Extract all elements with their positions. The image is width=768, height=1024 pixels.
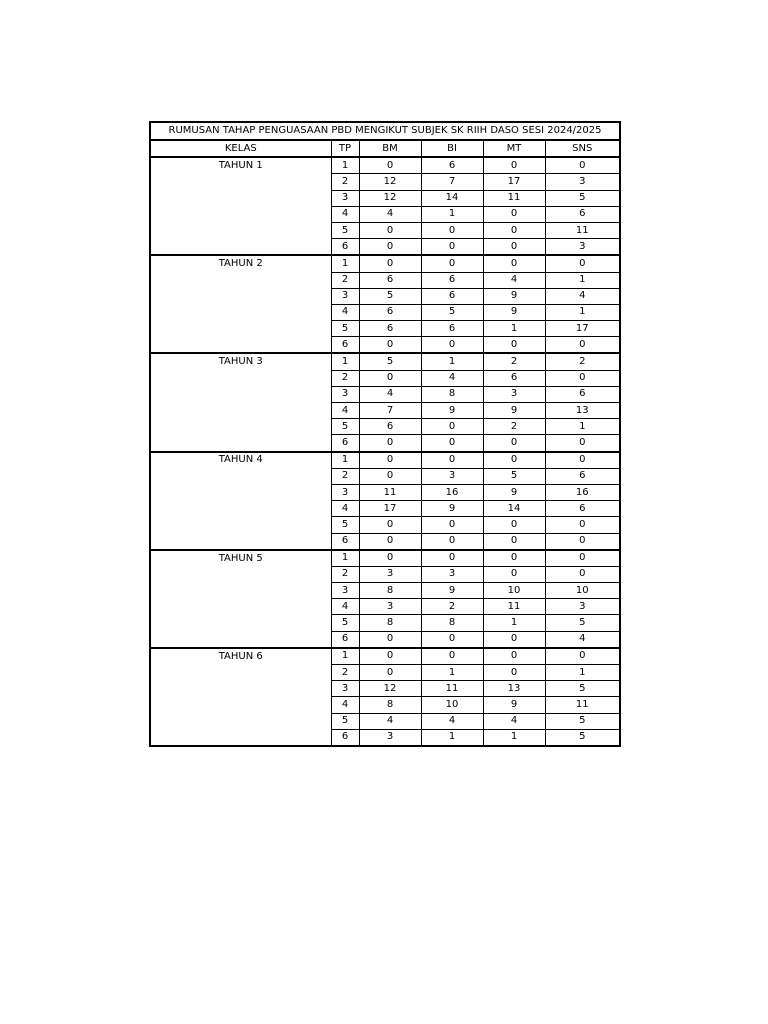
cell-mt: 14: [483, 501, 545, 517]
cell-bi: 1: [421, 206, 483, 222]
cell-bi: 6: [421, 288, 483, 304]
cell-bi: 0: [421, 648, 483, 665]
cell-sns: 0: [545, 157, 620, 174]
table-row: [150, 304, 620, 320]
cell-bi: 0: [421, 435, 483, 452]
table-row: [150, 681, 620, 697]
kelas-cell-empty: [150, 337, 331, 354]
kelas-cell-empty: [150, 272, 331, 288]
cell-sns: 13: [545, 403, 620, 419]
cell-mt: 17: [483, 174, 545, 190]
cell-sns: 17: [545, 321, 620, 337]
cell-mt: 0: [483, 517, 545, 533]
pbd-summary-table: [149, 121, 621, 747]
kelas-cell-empty: [150, 681, 331, 697]
cell-sns: 3: [545, 174, 620, 190]
cell-mt: 1: [483, 321, 545, 337]
cell-sns: 5: [545, 615, 620, 631]
cell-sns: 0: [545, 517, 620, 533]
kelas-cell-empty: [150, 615, 331, 631]
cell-bm: 4: [359, 713, 421, 729]
cell-bi: 2: [421, 599, 483, 615]
cell-mt: 4: [483, 272, 545, 288]
cell-sns: 1: [545, 665, 620, 681]
cell-bm: 6: [359, 321, 421, 337]
table-row: [150, 583, 620, 599]
cell-mt: 2: [483, 353, 545, 370]
kelas-label: TAHUN 6: [150, 648, 331, 665]
cell-tp: 4: [331, 206, 359, 222]
cell-tp: 5: [331, 615, 359, 631]
cell-sns: 0: [545, 435, 620, 452]
table-row: [150, 501, 620, 517]
cell-bm: 6: [359, 272, 421, 288]
cell-bi: 9: [421, 583, 483, 599]
cell-bi: 7: [421, 174, 483, 190]
cell-sns: 1: [545, 304, 620, 320]
cell-bi: 0: [421, 222, 483, 238]
table-row: [150, 190, 620, 206]
cell-tp: 3: [331, 190, 359, 206]
cell-bi: 1: [421, 729, 483, 746]
kelas-cell-empty: [150, 304, 331, 320]
cell-mt: 0: [483, 550, 545, 567]
cell-bi: 6: [421, 157, 483, 174]
table-row: [150, 370, 620, 386]
cell-bm: 0: [359, 435, 421, 452]
cell-bm: 0: [359, 665, 421, 681]
cell-bi: 9: [421, 501, 483, 517]
cell-sns: 6: [545, 501, 620, 517]
cell-sns: 10: [545, 583, 620, 599]
cell-bm: 0: [359, 517, 421, 533]
cell-bm: 12: [359, 174, 421, 190]
cell-bi: 0: [421, 337, 483, 354]
cell-bm: 8: [359, 615, 421, 631]
cell-tp: 2: [331, 370, 359, 386]
cell-sns: 5: [545, 729, 620, 746]
kelas-cell-empty: [150, 435, 331, 452]
cell-sns: 1: [545, 272, 620, 288]
kelas-cell-empty: [150, 190, 331, 206]
kelas-cell-empty: [150, 729, 331, 746]
cell-bm: 0: [359, 533, 421, 550]
table-row: [150, 484, 620, 500]
kelas-cell-empty: [150, 533, 331, 550]
table-row: [150, 174, 620, 190]
cell-bi: 8: [421, 386, 483, 402]
cell-mt: 0: [483, 533, 545, 550]
cell-bm: 4: [359, 386, 421, 402]
table-row: [150, 665, 620, 681]
table-row: [150, 222, 620, 238]
cell-mt: 0: [483, 239, 545, 256]
cell-mt: 9: [483, 484, 545, 500]
cell-sns: 3: [545, 599, 620, 615]
cell-bi: 0: [421, 517, 483, 533]
cell-bm: 17: [359, 501, 421, 517]
cell-bm: 8: [359, 583, 421, 599]
cell-sns: 4: [545, 631, 620, 648]
cell-mt: 13: [483, 681, 545, 697]
cell-bi: 0: [421, 631, 483, 648]
table-row: [150, 648, 620, 665]
table-row: [150, 435, 620, 452]
cell-tp: 4: [331, 697, 359, 713]
cell-bm: 6: [359, 419, 421, 435]
kelas-label: TAHUN 5: [150, 550, 331, 567]
cell-mt: 5: [483, 468, 545, 484]
cell-tp: 4: [331, 304, 359, 320]
cell-tp: 3: [331, 484, 359, 500]
cell-bi: 8: [421, 615, 483, 631]
kelas-cell-empty: [150, 468, 331, 484]
table-row: [150, 713, 620, 729]
cell-bm: 3: [359, 599, 421, 615]
cell-tp: 2: [331, 468, 359, 484]
table-row: [150, 255, 620, 272]
cell-tp: 2: [331, 174, 359, 190]
table-row: [150, 599, 620, 615]
kelas-cell-empty: [150, 419, 331, 435]
table-body: [150, 157, 620, 746]
cell-tp: 4: [331, 599, 359, 615]
column-header-bm: BM: [359, 140, 421, 157]
cell-tp: 3: [331, 288, 359, 304]
kelas-label: TAHUN 2: [150, 255, 331, 272]
table-row: [150, 288, 620, 304]
cell-sns: 16: [545, 484, 620, 500]
cell-sns: 6: [545, 386, 620, 402]
table-row: [150, 337, 620, 354]
table-row: [150, 206, 620, 222]
cell-tp: 1: [331, 452, 359, 469]
cell-sns: 5: [545, 681, 620, 697]
cell-sns: 11: [545, 697, 620, 713]
cell-bm: 0: [359, 337, 421, 354]
cell-tp: 1: [331, 255, 359, 272]
kelas-cell-empty: [150, 321, 331, 337]
cell-mt: 9: [483, 304, 545, 320]
kelas-cell-empty: [150, 484, 331, 500]
cell-tp: 3: [331, 681, 359, 697]
cell-sns: 1: [545, 419, 620, 435]
table-row: [150, 631, 620, 648]
cell-sns: 5: [545, 190, 620, 206]
table-row: [150, 697, 620, 713]
cell-mt: 3: [483, 386, 545, 402]
cell-sns: 5: [545, 713, 620, 729]
kelas-cell-empty: [150, 370, 331, 386]
cell-tp: 5: [331, 222, 359, 238]
table-row: [150, 353, 620, 370]
table-row: [150, 321, 620, 337]
table-row: [150, 239, 620, 256]
cell-bi: 6: [421, 321, 483, 337]
cell-sns: 2: [545, 353, 620, 370]
kelas-label: TAHUN 4: [150, 452, 331, 469]
cell-mt: 0: [483, 648, 545, 665]
cell-bi: 0: [421, 255, 483, 272]
cell-bi: 0: [421, 419, 483, 435]
table-row: [150, 452, 620, 469]
table-row: [150, 157, 620, 174]
cell-bm: 3: [359, 729, 421, 746]
column-header-bi: BI: [421, 140, 483, 157]
kelas-cell-empty: [150, 222, 331, 238]
cell-sns: 0: [545, 566, 620, 582]
cell-tp: 2: [331, 665, 359, 681]
cell-sns: 6: [545, 206, 620, 222]
cell-bm: 0: [359, 239, 421, 256]
cell-bm: 3: [359, 566, 421, 582]
cell-bi: 10: [421, 697, 483, 713]
kelas-cell-empty: [150, 631, 331, 648]
cell-tp: 3: [331, 386, 359, 402]
kelas-cell-empty: [150, 517, 331, 533]
cell-bm: 0: [359, 631, 421, 648]
cell-mt: 0: [483, 255, 545, 272]
table-row: [150, 729, 620, 746]
kelas-label: TAHUN 1: [150, 157, 331, 174]
kelas-cell-empty: [150, 239, 331, 256]
cell-mt: 0: [483, 206, 545, 222]
table-row: [150, 615, 620, 631]
cell-bi: 0: [421, 239, 483, 256]
cell-tp: 1: [331, 157, 359, 174]
cell-tp: 6: [331, 239, 359, 256]
cell-mt: 9: [483, 288, 545, 304]
cell-sns: 3: [545, 239, 620, 256]
kelas-cell-empty: [150, 599, 331, 615]
cell-bm: 12: [359, 681, 421, 697]
cell-bm: 12: [359, 190, 421, 206]
kelas-cell-empty: [150, 386, 331, 402]
cell-mt: 0: [483, 337, 545, 354]
cell-mt: 6: [483, 370, 545, 386]
table-title-row: [150, 122, 620, 140]
kelas-label: TAHUN 3: [150, 353, 331, 370]
cell-bi: 0: [421, 550, 483, 567]
cell-bi: 3: [421, 468, 483, 484]
cell-mt: 0: [483, 452, 545, 469]
cell-mt: 0: [483, 566, 545, 582]
cell-tp: 5: [331, 713, 359, 729]
table-row: [150, 272, 620, 288]
cell-mt: 4: [483, 713, 545, 729]
cell-tp: 5: [331, 517, 359, 533]
cell-sns: 0: [545, 337, 620, 354]
cell-sns: 6: [545, 468, 620, 484]
table-row: [150, 533, 620, 550]
column-header-sns: SNS: [545, 140, 620, 157]
cell-sns: 0: [545, 370, 620, 386]
cell-tp: 1: [331, 550, 359, 567]
cell-bi: 3: [421, 566, 483, 582]
table-row: [150, 566, 620, 582]
cell-bm: 5: [359, 288, 421, 304]
cell-mt: 0: [483, 435, 545, 452]
cell-mt: 0: [483, 665, 545, 681]
cell-mt: 10: [483, 583, 545, 599]
column-header-tp: TP: [331, 140, 359, 157]
cell-bi: 0: [421, 452, 483, 469]
cell-bm: 7: [359, 403, 421, 419]
cell-sns: 0: [545, 550, 620, 567]
cell-tp: 6: [331, 729, 359, 746]
cell-bi: 4: [421, 370, 483, 386]
kelas-cell-empty: [150, 174, 331, 190]
cell-bi: 16: [421, 484, 483, 500]
cell-tp: 1: [331, 353, 359, 370]
cell-mt: 2: [483, 419, 545, 435]
cell-bi: 0: [421, 533, 483, 550]
cell-bi: 1: [421, 665, 483, 681]
cell-mt: 1: [483, 729, 545, 746]
kelas-cell-empty: [150, 697, 331, 713]
cell-tp: 4: [331, 403, 359, 419]
cell-tp: 2: [331, 566, 359, 582]
table-header-row: [150, 140, 620, 157]
cell-tp: 5: [331, 321, 359, 337]
cell-bi: 4: [421, 713, 483, 729]
cell-tp: 3: [331, 583, 359, 599]
cell-mt: 11: [483, 190, 545, 206]
cell-bm: 0: [359, 370, 421, 386]
cell-bi: 5: [421, 304, 483, 320]
cell-bi: 1: [421, 353, 483, 370]
cell-bm: 6: [359, 304, 421, 320]
cell-tp: 1: [331, 648, 359, 665]
cell-bi: 14: [421, 190, 483, 206]
cell-bm: 8: [359, 697, 421, 713]
cell-mt: 0: [483, 157, 545, 174]
cell-sns: 4: [545, 288, 620, 304]
kelas-cell-empty: [150, 288, 331, 304]
cell-sns: 0: [545, 452, 620, 469]
cell-bi: 6: [421, 272, 483, 288]
cell-tp: 6: [331, 533, 359, 550]
cell-tp: 2: [331, 272, 359, 288]
kelas-cell-empty: [150, 583, 331, 599]
cell-sns: 0: [545, 255, 620, 272]
cell-mt: 9: [483, 403, 545, 419]
cell-bm: 0: [359, 222, 421, 238]
cell-sns: 11: [545, 222, 620, 238]
kelas-cell-empty: [150, 566, 331, 582]
table-row: [150, 419, 620, 435]
table-row: [150, 468, 620, 484]
kelas-cell-empty: [150, 403, 331, 419]
table-title: RUMUSAN TAHAP PENGUASAAN PBD MENGIKUT SUBJEK SK RIIH DASO SESI 2024/2025: [150, 122, 620, 140]
cell-bm: 0: [359, 255, 421, 272]
cell-mt: 1: [483, 615, 545, 631]
kelas-cell-empty: [150, 665, 331, 681]
column-header-kelas: KELAS: [150, 140, 331, 157]
cell-bm: 0: [359, 452, 421, 469]
cell-tp: 5: [331, 419, 359, 435]
table-row: [150, 403, 620, 419]
cell-bi: 9: [421, 403, 483, 419]
cell-tp: 6: [331, 337, 359, 354]
cell-sns: 0: [545, 648, 620, 665]
cell-bm: 0: [359, 550, 421, 567]
cell-bm: 0: [359, 157, 421, 174]
cell-tp: 6: [331, 435, 359, 452]
cell-mt: 0: [483, 222, 545, 238]
cell-tp: 4: [331, 501, 359, 517]
cell-bm: 0: [359, 468, 421, 484]
cell-tp: 6: [331, 631, 359, 648]
kelas-cell-empty: [150, 206, 331, 222]
cell-sns: 0: [545, 533, 620, 550]
kelas-cell-empty: [150, 501, 331, 517]
cell-mt: 9: [483, 697, 545, 713]
cell-bm: 11: [359, 484, 421, 500]
table-row: [150, 550, 620, 567]
cell-mt: 11: [483, 599, 545, 615]
cell-bi: 11: [421, 681, 483, 697]
cell-bm: 4: [359, 206, 421, 222]
cell-bm: 5: [359, 353, 421, 370]
table-row: [150, 517, 620, 533]
column-header-mt: MT: [483, 140, 545, 157]
table-row: [150, 386, 620, 402]
cell-mt: 0: [483, 631, 545, 648]
kelas-cell-empty: [150, 713, 331, 729]
cell-bm: 0: [359, 648, 421, 665]
